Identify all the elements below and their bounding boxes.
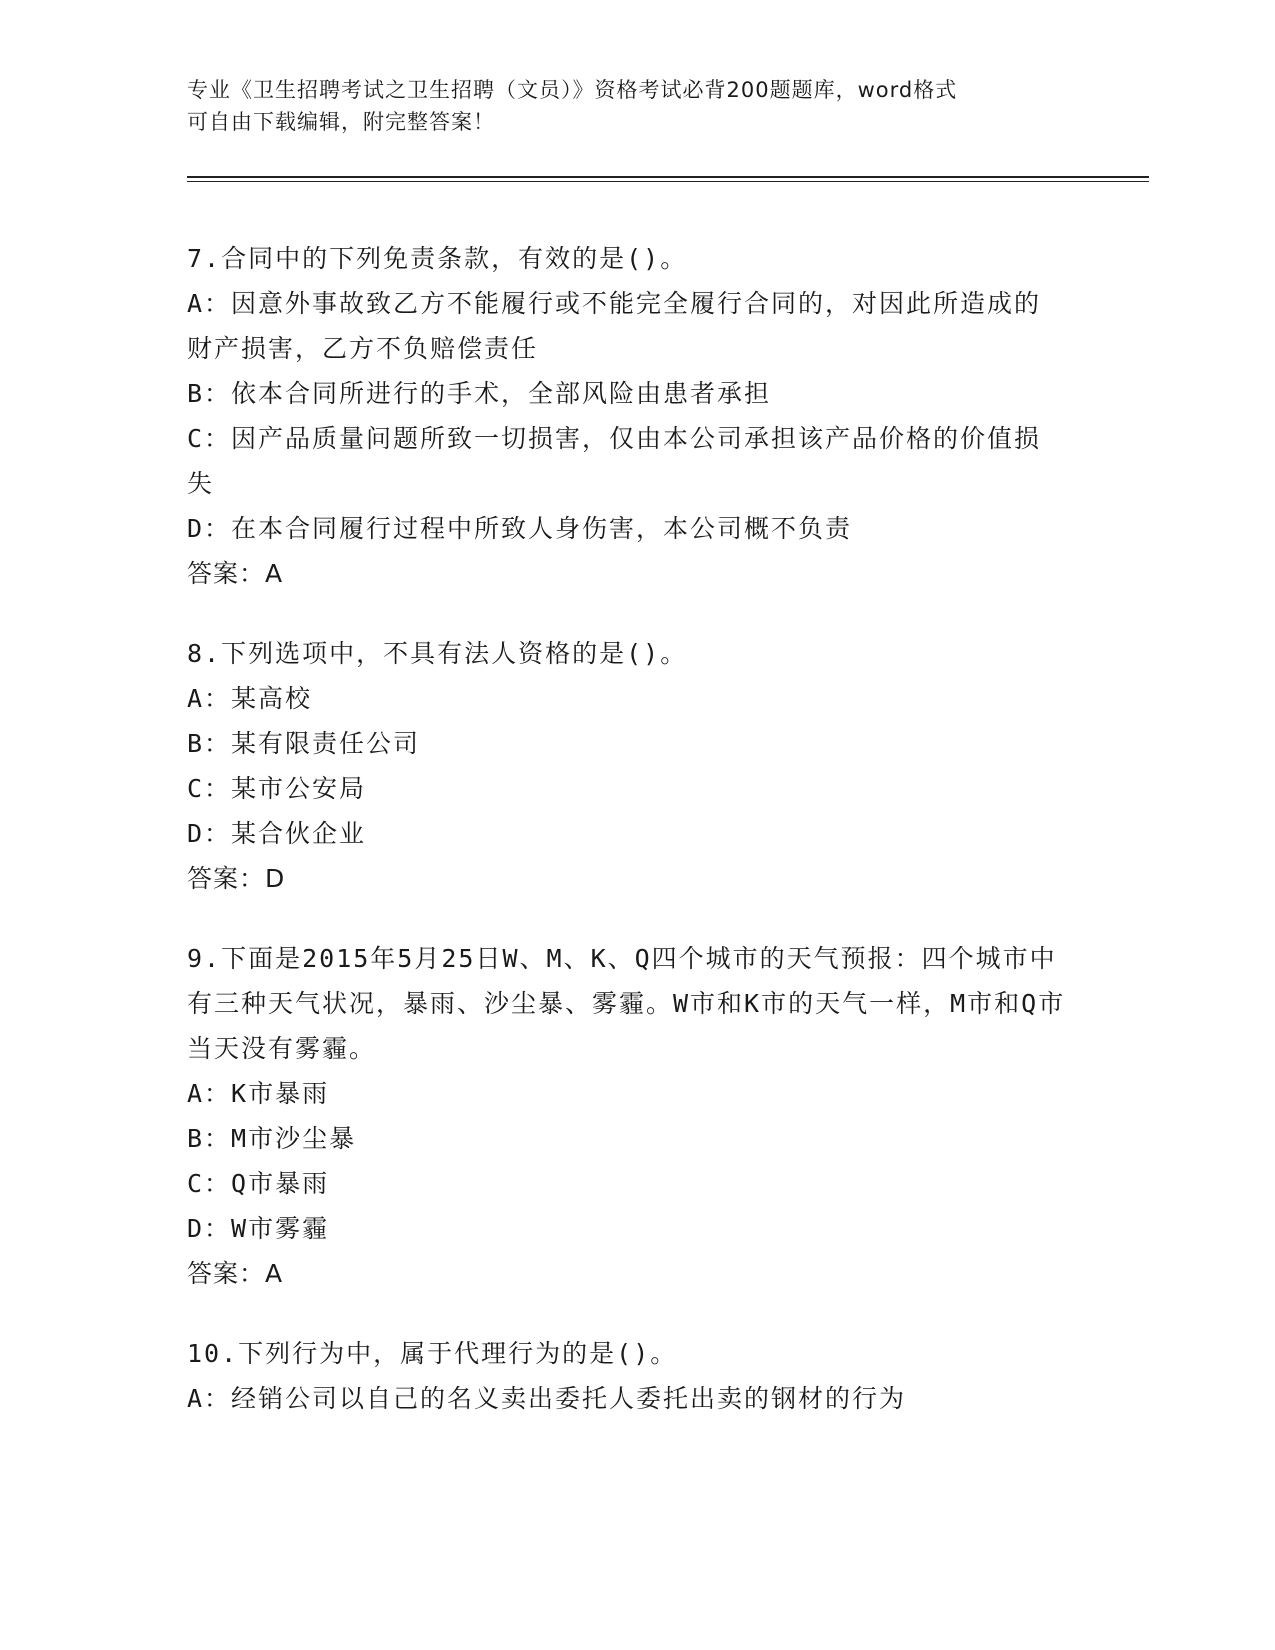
option-b: B：某有限责任公司 <box>187 729 421 758</box>
option-b: B：M市沙尘暴 <box>187 1124 357 1153</box>
header-title-line-1: 专业《卫生招聘考试之卫生招聘（文员）》资格考试必背200题题库，word格式 <box>187 78 958 102</box>
option-c: C：某市公安局 <box>187 774 367 803</box>
question-8 <box>187 631 1067 901</box>
header-divider-thick <box>187 176 1149 178</box>
question-stem: 7.合同中的下列免责条款，有效的是()。 <box>187 244 688 273</box>
option-c: C：Q市暴雨 <box>187 1169 330 1198</box>
question-list <box>187 236 1067 1456</box>
option-c: C：因产品质量问题所致一切损害，仅由本公司承担该产品价格的价值损失 <box>187 424 1042 498</box>
document-header <box>187 74 1067 138</box>
option-d: D：在本合同履行过程中所致人身伤害，本公司概不负责 <box>187 514 853 543</box>
option-b: B：依本合同所进行的手术，全部风险由患者承担 <box>187 379 772 408</box>
option-a: A：经销公司以自己的名义卖出委托人委托出卖的钢材的行为 <box>187 1384 907 1413</box>
question-10 <box>187 1331 1067 1421</box>
header-title-line-2: 可自由下载编辑，附完整答案！ <box>187 110 495 134</box>
option-d: D：W市雾霾 <box>187 1214 330 1243</box>
header-divider-thin <box>187 181 1149 182</box>
answer-label: 答案：D <box>187 864 286 893</box>
question-stem: 8.下列选项中，不具有法人资格的是()。 <box>187 639 688 668</box>
question-stem: 10.下列行为中，属于代理行为的是()。 <box>187 1339 678 1368</box>
question-7 <box>187 236 1067 596</box>
option-a: A：K市暴雨 <box>187 1079 330 1108</box>
answer-label: 答案：A <box>187 1259 284 1288</box>
answer-label: 答案：A <box>187 559 284 588</box>
option-a: A：某高校 <box>187 684 313 713</box>
option-a: A：因意外事故致乙方不能履行或不能完全履行合同的，对因此所造成的财产损害，乙方不负赔偿责任 <box>187 289 1042 363</box>
option-d: D：某合伙企业 <box>187 819 367 848</box>
question-9 <box>187 936 1067 1296</box>
question-stem: 9.下面是2015年5月25日W、M、K、Q四个城市的天气预报：四个城市中有三种天气状况，暴雨、沙尘暴、雾霾。W市和K市的天气一样，M市和Q市当天没有雾霾。 <box>187 944 1066 1063</box>
